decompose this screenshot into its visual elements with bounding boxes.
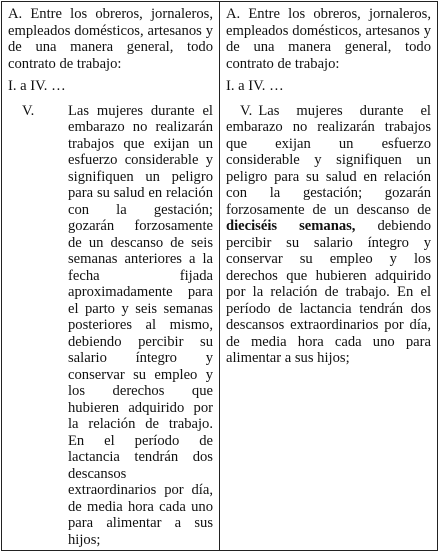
comparison-table <box>1 1 438 551</box>
left-intro: A. Entre los obreros, jornaleros, empleados domésticos, artesanos y de una manera general, todo contrato de trabajo: <box>8 6 213 72</box>
right-fraction-text-after: debiendo percibir su salario íntegro y conservar su empleo y los derechos que hubieren adquirido por la relación de trabajo. En el período de lactancia tendrán dos descansos extraordinarios por día, de media hora cada uno para alimentar a sus hijos; <box>226 218 431 366</box>
left-column-cell <box>2 2 220 551</box>
right-fraction-numeral: V. <box>240 102 253 119</box>
left-fraction-numeral: V. <box>22 102 35 119</box>
table-row <box>2 2 438 551</box>
right-fraction-v <box>226 103 431 367</box>
right-column-cell <box>220 2 438 551</box>
left-fraction-v <box>8 103 213 549</box>
left-previous-fractions: I. a IV. … <box>8 78 66 94</box>
right-fraction-bold-term: dieciséis semanas, <box>226 218 356 234</box>
left-fraction-text: Las mujeres durante el embarazo no realizarán trabajos que exijan un esfuerzo considerable y signifiquen un peligro para su salud en relación con la gestación; gozarán forzosamente de un descanso de seis semanas anteriores a la fecha fijada aproximadamente para el parto y seis semanas posteriores al mismo, debiendo percibir su salario íntegro y conservar su empleo y los derechos que hubieren adquirido por la relación de trabajo. En el período de lactancia tendrán dos descansos extraordinarios por día, de media hora cada uno para alimentar a sus hijos; <box>68 102 213 548</box>
right-intro: A. Entre los obreros, jornaleros, empleados domésticos, artesanos y de una manera general, todo contrato de trabajo: <box>226 6 431 72</box>
right-fraction-text-before: Las mujeres durante el embarazo no realizarán trabajos que exijan un esfuerzo considerable y signifiquen un peligro para su salud en relación con la gestación; gozarán forzosamente de un descanso de <box>226 102 431 218</box>
right-previous-fractions: I. a IV. … <box>226 78 284 94</box>
